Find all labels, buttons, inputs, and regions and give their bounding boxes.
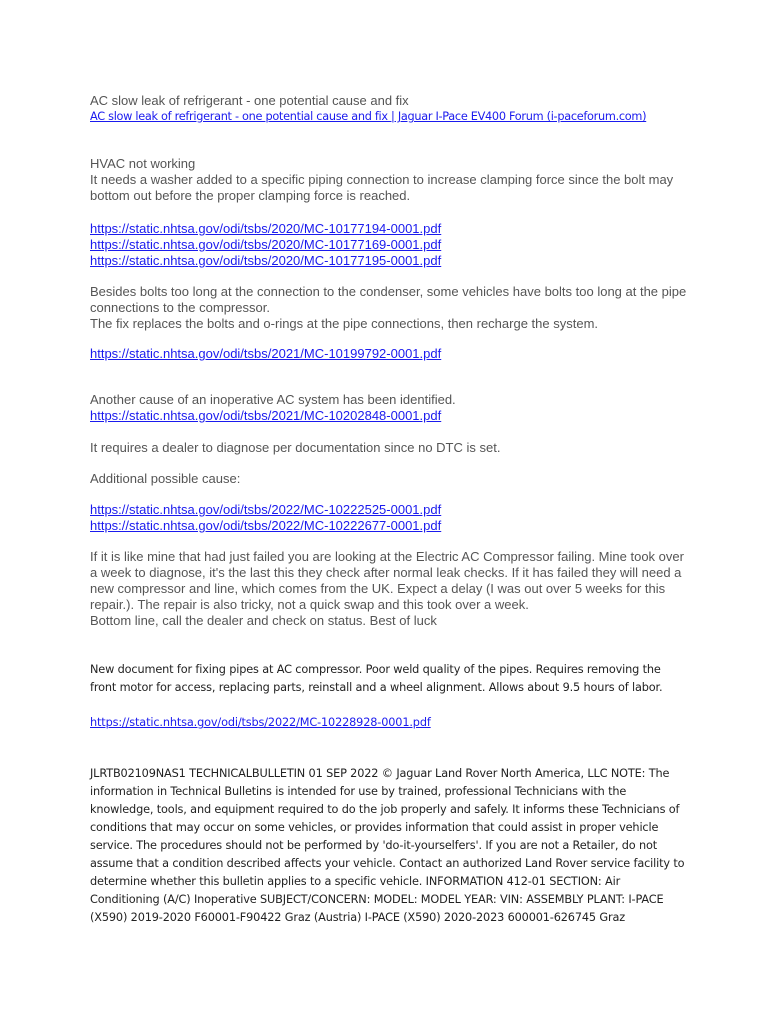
section-weld-quality [90, 661, 690, 697]
hvac-heading: HVAC not working [90, 156, 196, 171]
tsb-link-10177195[interactable]: https://static.nhtsa.gov/odi/tsbs/2020/MC-10177195-0001.pdf [90, 253, 442, 268]
weld-quality-body: New document for fixing pipes at AC compressor. Poor weld quality of the pipes. Requires removing the front motor for access, replacing parts, reinstall and a wheel alignment. Allows about 9.5 hours of labor. [90, 663, 663, 694]
compressor-story-closing: Bottom line, call the dealer and check on status. Best of luck [90, 613, 437, 628]
another-cause-text: Another cause of an inoperative AC system has been identified. [90, 392, 456, 407]
forum-link[interactable]: AC slow leak of refrigerant - one potential cause and fix | Jaguar I-Pace EV400 Forum (i-paceforum.com) [90, 110, 647, 123]
section-dealer [90, 440, 690, 456]
bolts-link-wrap [90, 346, 690, 362]
section-another-cause [90, 392, 690, 424]
bolts-body: Besides bolts too long at the connection to the condenser, some vehicles have bolts too long at the pipe connections to the compressor. [90, 284, 687, 315]
section-hvac [90, 156, 690, 204]
section-compressor-story [90, 549, 690, 629]
tsb-link-10222677[interactable]: https://static.nhtsa.gov/odi/tsbs/2022/MC-10222677-0001.pdf [90, 518, 442, 533]
compressor-story-body: If it is like mine that had just failed you are looking at the Electric AC Compressor failing. Mine took over a week to diagnose, it's the last this they check after normal leak checks. If it has failed they will need a new compressor and line, which comes from the UK. Expect a delay (I was out over 5 weeks for this repair.). The repair is also tricky, not a quick swap and this took over a week. [90, 549, 684, 612]
tsb-link-10177194[interactable]: https://static.nhtsa.gov/odi/tsbs/2020/MC-10177194-0001.pdf [90, 221, 442, 236]
additional-text: Additional possible cause: [90, 471, 241, 486]
section-slow-leak [90, 93, 690, 125]
tsb-link-10222525[interactable]: https://static.nhtsa.gov/odi/tsbs/2022/MC-10222525-0001.pdf [90, 502, 442, 517]
additional-links [90, 502, 690, 534]
section-tech-bulletin [90, 765, 690, 927]
slow-leak-heading: AC slow leak of refrigerant - one potential cause and fix [90, 93, 409, 108]
hvac-body: It needs a washer added to a specific piping connection to increase clamping force since the bolt may bottom out before the proper clamping force is reached. [90, 172, 674, 203]
tsb-link-10228928[interactable]: https://static.nhtsa.gov/odi/tsbs/2022/MC-10228928-0001.pdf [90, 716, 431, 729]
hvac-links [90, 221, 690, 269]
tech-bulletin-body: JLRTB02109NAS1 TECHNICALBULLETIN 01 SEP 2022 © Jaguar Land Rover North America, LLC NOTE: The information in Technical Bulletins is intended for use by trained, professional Technicians with the knowledge, tools, and equipment required to do the job properly and safely. It informs these Technicians of conditions that may occur on some vehicles, or provides information that could assist in proper vehicle service. The procedures should not be performed by 'do-it-yourselfers'. If you are not a Retailer, do not assume that a condition described affects your vehicle. Contact an authorized Land Rover service facility to determine whether this bulletin applies to a specific vehicle. INFORMATION 412-01 SECTION: Air Conditioning (A/C) Inoperative SUBJECT/CONCERN: MODEL: MODEL YEAR: VIN: ASSEMBLY PLANT: I-PACE (X590) 2019-2020 F60001-F90422 Graz (Austria) I-PACE (X590) 2020-2023 600001-626745 Graz [90, 767, 685, 924]
section-bolts [90, 284, 690, 332]
tsb-link-10199792[interactable]: https://static.nhtsa.gov/odi/tsbs/2021/MC-10199792-0001.pdf [90, 346, 442, 361]
tsb-link-10202848[interactable]: https://static.nhtsa.gov/odi/tsbs/2021/MC-10202848-0001.pdf [90, 408, 442, 423]
bolts-fix: The fix replaces the bolts and o-rings at the pipe connections, then recharge the system. [90, 316, 599, 331]
dealer-text: It requires a dealer to diagnose per documentation since no DTC is set. [90, 440, 501, 455]
tsb-link-10177169[interactable]: https://static.nhtsa.gov/odi/tsbs/2020/MC-10177169-0001.pdf [90, 237, 442, 252]
section-additional [90, 471, 690, 487]
weld-link-wrap [90, 714, 690, 732]
